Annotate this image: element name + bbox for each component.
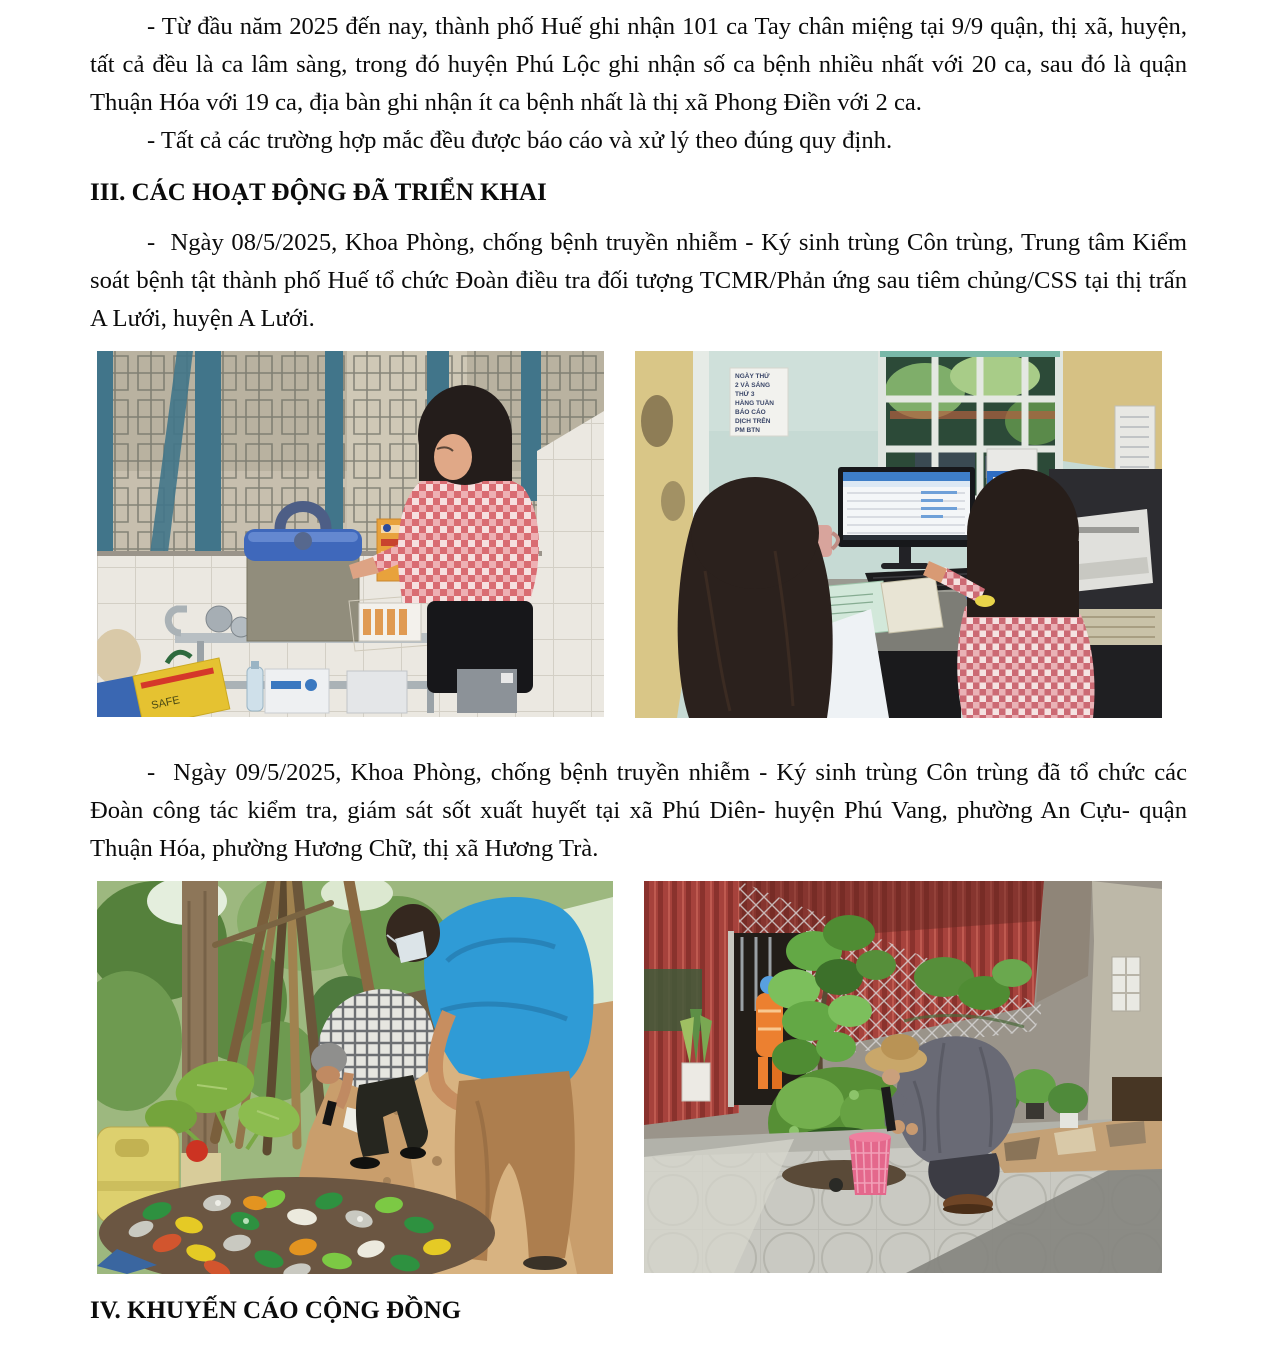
section-heading-community: IV. KHUYẾN CÁO CỘNG ĐỒNG: [90, 1297, 462, 1324]
photo-computer-report: [635, 351, 1162, 718]
photo-vaccine-cold-box: [97, 351, 604, 718]
svg-text:HÀNG TUẦN: HÀNG TUẦN: [735, 400, 774, 407]
svg-text:NGÀY THỨ: NGÀY THỨ: [735, 373, 770, 380]
photo-row-top: [97, 351, 1187, 718]
paragraph-case-statistics: - Từ đầu năm 2025 đến nay, thành phố Huế ghi nhận 101 ca Tay chân miệng tại 9/9 quận, thị xã, huyện, tất cả đều là ca lâm sàng, trong đó huyện Phú Lộc ghi nhận số ca bệnh nhiều nhất với 20 ca, sau đó là quận Thuận Hóa với 19 ca, địa bàn ghi nhận ít ca bệnh nhất là thị xã Phong Điền với 2 ca.: [90, 13, 1187, 116]
svg-text:BÁO CÁO: BÁO CÁO: [735, 409, 766, 416]
svg-text:DỊCH TRÊN: DỊCH TRÊN: [735, 418, 771, 425]
paragraph-report-handling: - Tất cả các trường hợp mắc đều được báo cáo và xử lý theo đúng quy định.: [147, 127, 893, 154]
paragraph-activity-0805: - Ngày 08/5/2025, Khoa Phòng, chống bệnh truyền nhiễm - Ký sinh trùng Côn trùng, Trung tâm Kiểm soát bệnh tật thành phố Huế tổ chức Đoàn điều tra đối tượng TCMR/Phản ứng sau tiêm chủng/CSS tại thị trấn A Lưới, huyện A Lưới.: [90, 229, 1187, 332]
photo-can-pile-survey: [97, 881, 613, 1274]
weekly-report-sign: [730, 368, 788, 436]
section-heading-activities: III. CÁC HOẠT ĐỘNG ĐÃ TRIỂN KHAI: [90, 179, 547, 206]
photo-sidewalk-inspection: [644, 881, 1162, 1274]
svg-text:2 VÀ SÁNG: 2 VÀ SÁNG: [735, 382, 771, 389]
photo-row-bottom: [97, 881, 1187, 1274]
paragraph-activity-0905: - Ngày 09/5/2025, Khoa Phòng, chống bệnh truyền nhiễm - Ký sinh trùng Côn trùng đã tổ chức các Đoàn công tác kiểm tra, giám sát sốt xuất huyết tại xã Phú Diên- huyện Phú Vang, phường An Cựu- quận Thuận Hóa, phường Hương Chữ, thị xã Hương Trà.: [90, 759, 1187, 862]
svg-text:PM BTN: PM BTN: [735, 427, 760, 434]
svg-text:SAFE: SAFE: [150, 694, 181, 712]
svg-text:THỨ 3: THỨ 3: [735, 391, 755, 398]
